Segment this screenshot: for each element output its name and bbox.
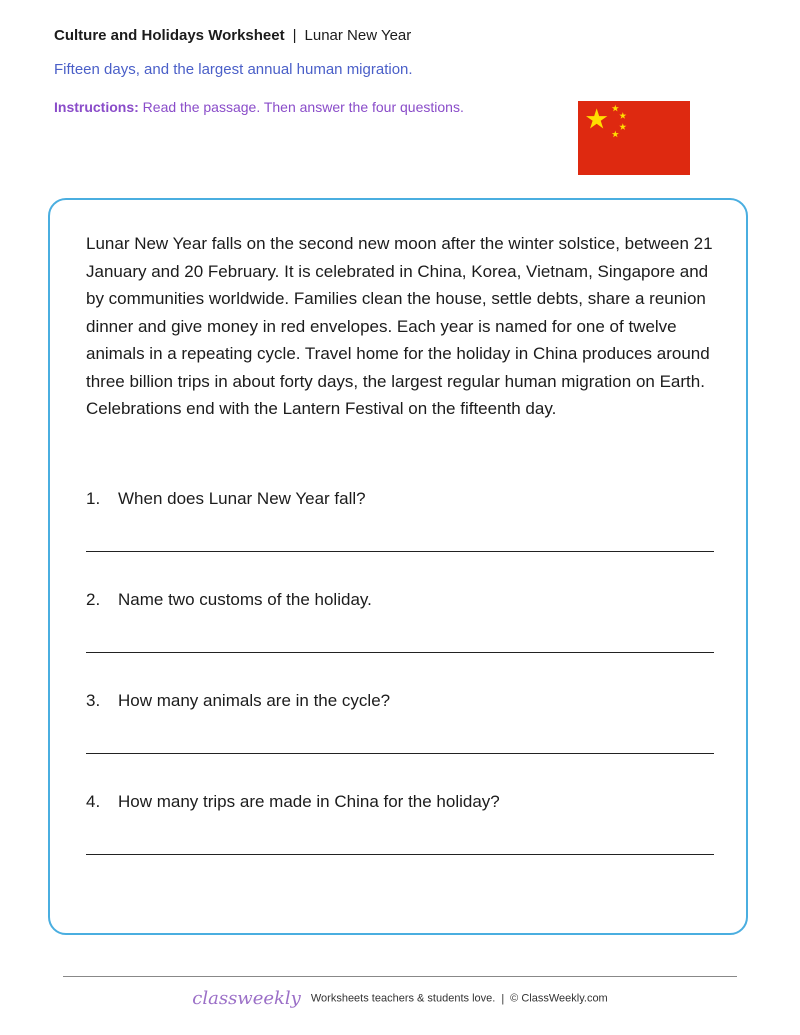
question-prompt — [86, 690, 714, 712]
instructions-text: Read the passage. Then answer the four questions. — [142, 99, 464, 115]
answer-line[interactable] — [86, 854, 714, 855]
question-text: When does Lunar New Year fall? — [118, 489, 366, 508]
question-number: 1. — [86, 489, 101, 508]
question-4 — [86, 791, 714, 861]
china-flag-icon — [578, 101, 690, 175]
question-number: 4. — [86, 792, 101, 811]
footer-copyright: © ClassWeekly.com — [510, 992, 608, 1005]
instructions-label: Instructions: — [54, 99, 139, 115]
brand-logo: classweekly — [192, 988, 301, 1009]
footer-tagline: Worksheets teachers & students love. — [310, 992, 496, 1005]
answer-line[interactable] — [86, 551, 714, 552]
flag-field — [578, 101, 690, 175]
footer — [0, 988, 800, 1009]
question-prompt — [86, 589, 714, 611]
reading-passage: Lunar New Year falls on the second new moon after the winter solstice, between 21 January and 20 February. It is celebrated in China, Korea, Vietnam, Singapore and by communities worldwide. Families clean the house, settle debts, share a reunion dinner and give money in red envelopes. Each year is named for one of twelve animals in a repeating cycle. Travel home for the holiday in China produces around three billion trips in about forty days, the largest regular human migration on Earth. Celebrations end with the Lantern Festival on the fifteenth day. — [86, 234, 713, 418]
answer-line[interactable] — [86, 753, 714, 754]
header-separator: | — [292, 27, 297, 44]
question-prompt — [86, 791, 714, 813]
question-text: How many animals are in the cycle? — [118, 691, 391, 710]
question-2 — [86, 589, 714, 659]
footer-separator: | — [501, 992, 505, 1005]
question-text: Name two customs of the holiday. — [118, 590, 372, 609]
answer-line[interactable] — [86, 652, 714, 653]
question-number: 3. — [86, 691, 101, 710]
question-number: 2. — [86, 590, 101, 609]
worksheet-series-title: Culture and Holidays Worksheet — [54, 27, 285, 44]
question-prompt — [86, 488, 714, 510]
worksheet-header — [54, 26, 411, 46]
worksheet-subtitle: Fifteen days, and the largest annual human migration. — [54, 61, 413, 78]
worksheet-topic: Lunar New Year — [304, 27, 412, 44]
question-text: How many trips are made in China for the holiday? — [118, 792, 500, 811]
question-1 — [86, 488, 714, 558]
footer-divider — [63, 976, 737, 977]
question-3 — [86, 690, 714, 760]
instructions — [54, 97, 464, 117]
